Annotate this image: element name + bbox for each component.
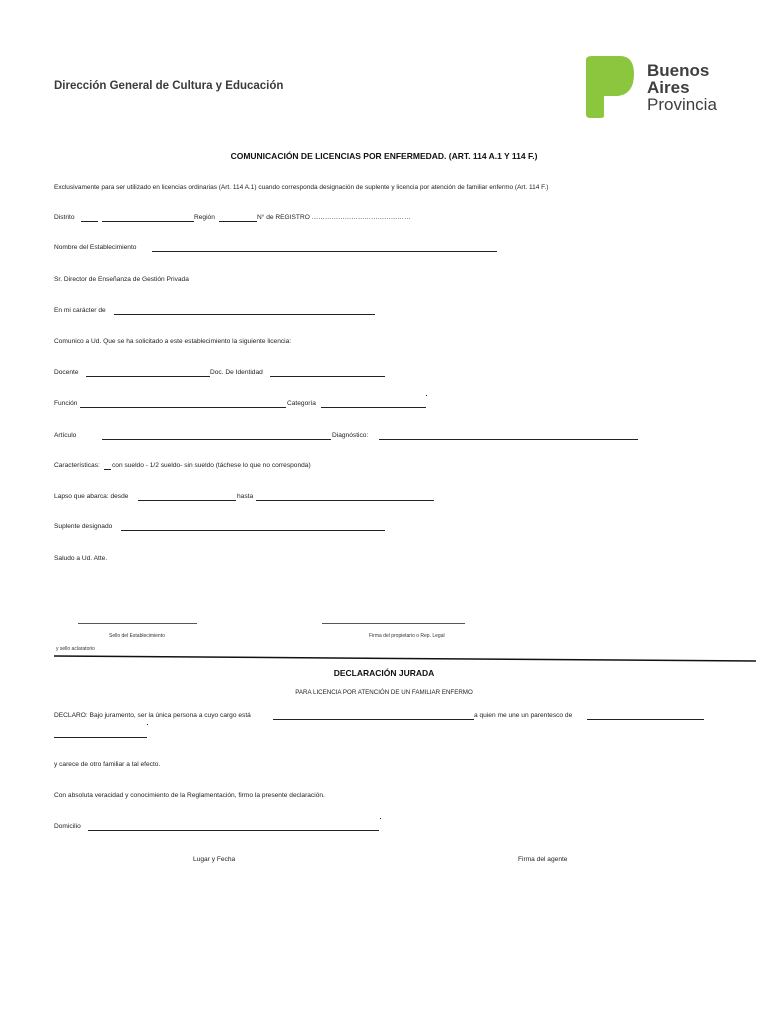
- section-separator: [52, 652, 758, 664]
- distrito-field-a[interactable]: [81, 221, 98, 222]
- declaro-text: DECLARO: Bajo juramento, ser la única persona a cuyo cargo está: [54, 712, 251, 719]
- hasta-field[interactable]: [256, 500, 434, 501]
- logo-line-3: Provincia: [647, 95, 717, 114]
- categoria-label: Categoría: [287, 400, 316, 407]
- docente-label: Docente: [54, 369, 79, 376]
- categoria-field[interactable]: [321, 407, 426, 408]
- buenos-aires-provincia-logo: [584, 54, 734, 120]
- org-name: Dirección General de Cultura y Educación: [54, 80, 284, 92]
- declaracion-title: DECLARACIÓN JURADA: [333, 668, 435, 678]
- docente-field[interactable]: [86, 376, 210, 377]
- funcion-label: Función: [54, 400, 78, 407]
- declaracion-subtitle: PARA LICENCIA POR ATENCIÓN DE UN FAMILIAR ENFERMO: [295, 689, 473, 696]
- registro-label: N° de REGISTRO ………………………………………: [257, 214, 411, 221]
- sello-label: Sello del Establecimiento: [109, 633, 165, 639]
- logo-line-2: Aires: [647, 78, 690, 97]
- intro-text: Exclusivamente para ser utilizado en licencias ordinarias (Art. 114 A.1) cuando corresponda designación de suplente y licencia por atención de familiar enfermo (Art. 114 F.): [54, 184, 549, 191]
- cargo-field[interactable]: [273, 719, 474, 720]
- doc-identidad-field[interactable]: [270, 376, 385, 377]
- caracteristicas-label: Características:: [54, 462, 100, 469]
- articulo-field[interactable]: [102, 439, 331, 440]
- caracteristicas-text: con sueldo - 1/2 sueldo- sin sueldo (táchese lo que no corresponda): [112, 462, 311, 469]
- veracidad-text: Con absoluta veracidad y conocimiento de la Reglamentación, firmo la presente declaración.: [54, 792, 325, 799]
- carece-text: y carece de otro familiar a tal efecto.: [54, 761, 161, 768]
- articulo-label: Artículo: [54, 432, 77, 439]
- parentesco-text: a quien me une un parentesco de: [474, 712, 573, 719]
- logo-line-1: Buenos: [647, 61, 710, 80]
- firma-propietario-label: Firma del propietario o Rep. Legal: [369, 633, 445, 639]
- distrito-label: Distrito: [54, 214, 75, 221]
- parentesco-field-continued[interactable]: [54, 737, 147, 738]
- hasta-label: hasta: [237, 493, 254, 500]
- sello-signature-line[interactable]: [78, 623, 197, 624]
- firma-propietario-line[interactable]: [322, 623, 465, 624]
- diagnostico-label: Diagnóstico:: [332, 432, 369, 439]
- funcion-field[interactable]: [80, 407, 286, 408]
- region-label: Región: [194, 214, 215, 221]
- suplente-label: Suplente designado: [54, 523, 113, 530]
- lugar-fecha-label: Lugar y Fecha: [193, 856, 236, 863]
- diagnostico-field[interactable]: [379, 439, 638, 440]
- form-title: COMUNICACIÓN DE LICENCIAS POR ENFERMEDAD. (ART. 114 A.1 Y 114 F.): [230, 151, 538, 161]
- saludo-text: Saludo a Ud. Atte.: [54, 555, 108, 562]
- desde-field[interactable]: [138, 500, 236, 501]
- sello-aclaratorio-label: y sello aclaratorio: [56, 646, 95, 652]
- director-line: Sr. Director de Enseñanza de Gestión Privada: [54, 276, 189, 283]
- caracter-field[interactable]: [114, 314, 375, 315]
- suplente-field[interactable]: [121, 530, 385, 531]
- parentesco-field[interactable]: [587, 719, 704, 720]
- caracter-label: En mi carácter de: [54, 307, 106, 314]
- establecimiento-label: Nombre del Establecimiento: [54, 244, 137, 251]
- domicilio-label: Domicilio: [54, 823, 81, 830]
- province-logo-icon: [584, 54, 638, 120]
- firma-agente-label: Firma del agente: [518, 856, 568, 863]
- region-field[interactable]: [219, 221, 257, 222]
- domicilio-field[interactable]: [88, 830, 379, 831]
- comunico-line: Comunico a Ud. Que se ha solicitado a este establecimiento la siguiente licencia:: [54, 338, 292, 345]
- doc-identidad-label: Doc. De Identidad: [210, 369, 263, 376]
- establecimiento-field[interactable]: [152, 251, 497, 252]
- distrito-field-b[interactable]: [102, 221, 194, 222]
- lapso-label: Lapso que abarca: desde: [54, 493, 129, 500]
